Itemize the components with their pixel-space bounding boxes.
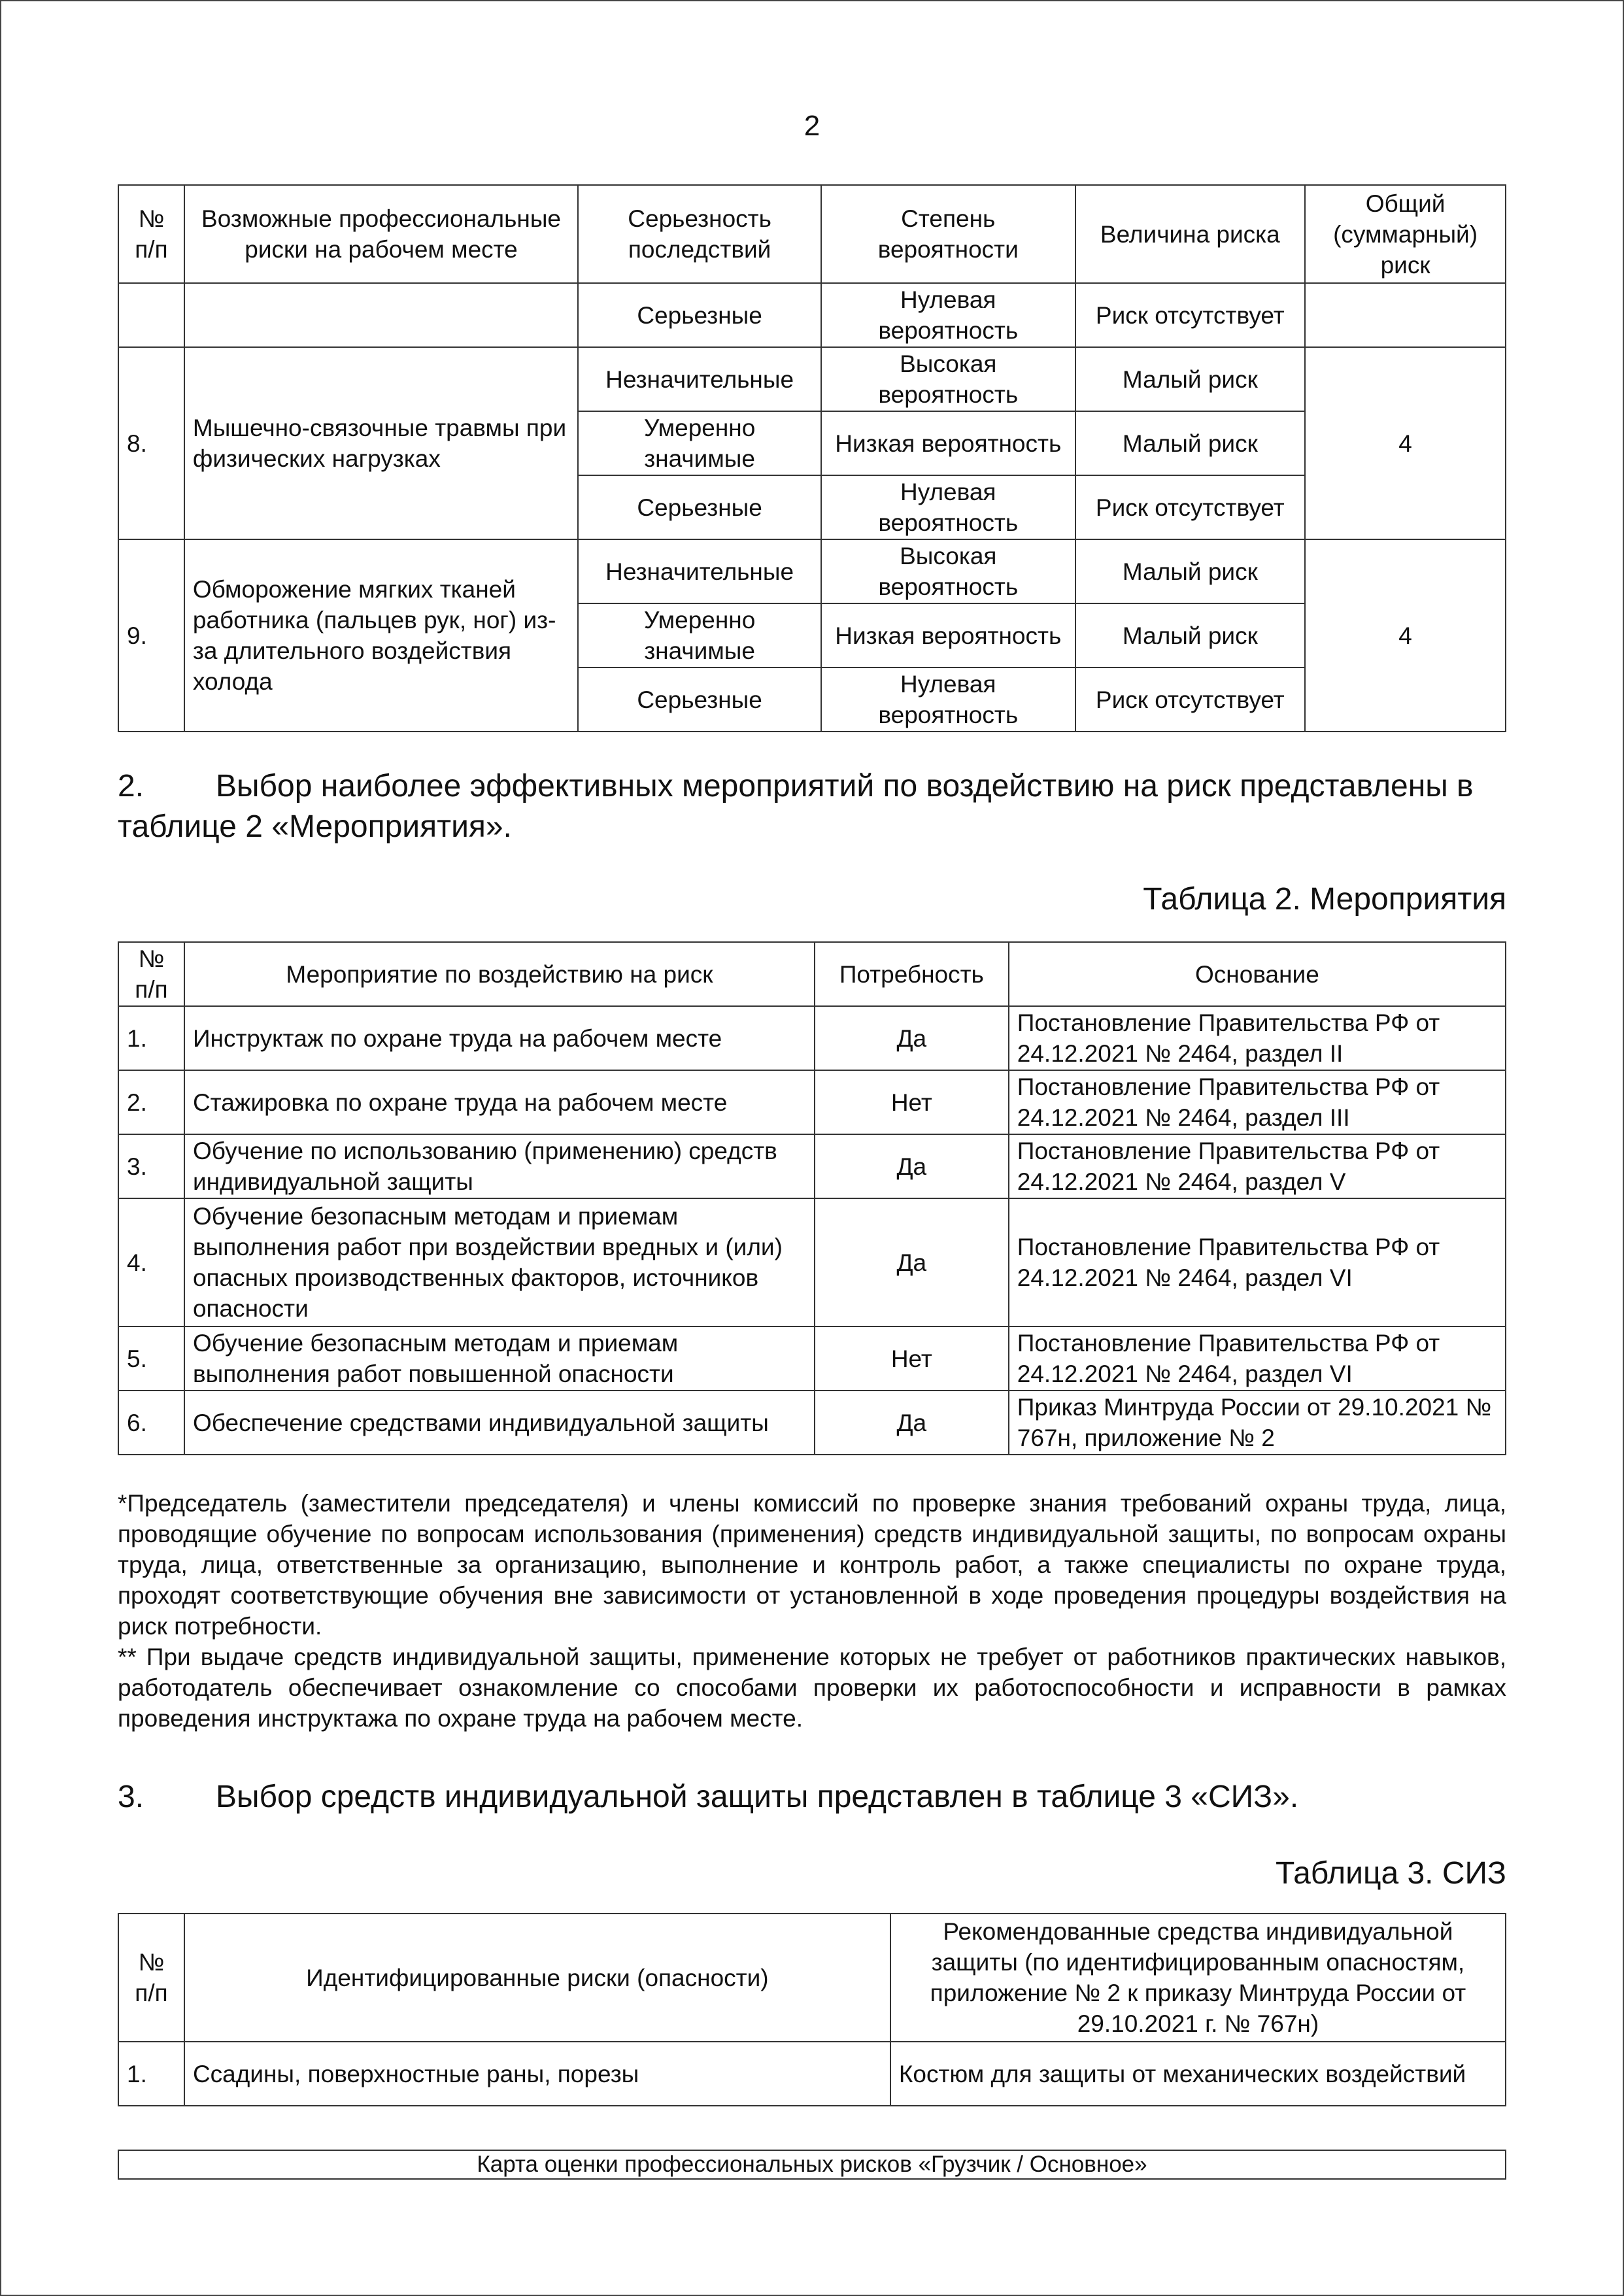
table-row: [118, 347, 1506, 411]
probability-cell: Низкая вероятность: [821, 603, 1075, 667]
magnitude-cell: Риск отсутствует: [1075, 475, 1306, 539]
table-row: [118, 539, 1506, 603]
header-cell: Общий (суммарный) риск: [1305, 185, 1506, 283]
row-number: 1.: [118, 2042, 184, 2106]
need-cell: Да: [815, 1198, 1009, 1326]
table-row: [118, 1070, 1506, 1134]
measure-cell: Обучение безопасным методам и приемам выполнения работ при воздействии вредных и (или) опасных производственных факторов, источников опасности: [184, 1198, 815, 1326]
table-row: [118, 1198, 1506, 1326]
row-number: 3.: [118, 1134, 184, 1198]
total-risk: 4: [1305, 539, 1506, 732]
total-risk: 4: [1305, 347, 1506, 539]
basis-cell: Постановление Правительства РФ от 24.12.2021 № 2464, раздел VI: [1009, 1326, 1506, 1391]
magnitude-cell: Малый риск: [1075, 347, 1306, 411]
row-number: 6.: [118, 1391, 184, 1455]
need-cell: Да: [815, 1391, 1009, 1455]
need-cell: Нет: [815, 1326, 1009, 1391]
header-cell: Мероприятие по воздействию на риск: [184, 942, 815, 1006]
header-cell: № п/п: [118, 185, 184, 283]
empty-cell: [1305, 283, 1506, 347]
table-row: [118, 1006, 1506, 1070]
header-cell: Величина риска: [1075, 185, 1306, 283]
probability-cell: Высокая вероятность: [821, 539, 1075, 603]
header-cell: Степень вероятности: [821, 185, 1075, 283]
measure-cell: Инструктаж по охране труда на рабочем месте: [184, 1006, 815, 1070]
footer: Карта оценки профессиональных рисков «Грузчик / Основное»: [118, 2150, 1506, 2180]
measure-cell: Стажировка по охране труда на рабочем месте: [184, 1070, 815, 1134]
header-cell: Рекомендованные средства индивидуальной защиты (по идентифицированным опасностям, приложение № 2 к приказу Минтруда России от 29.10.2021 г. № 767н): [890, 1914, 1506, 2042]
empty-cell: [184, 283, 578, 347]
footnotes: [118, 1488, 1506, 1734]
header-cell: Основание: [1009, 942, 1506, 1006]
table-row: [118, 1326, 1506, 1391]
page-number: 2: [804, 110, 820, 142]
section-number: 2.: [118, 769, 144, 803]
header-cell: Возможные профессиональные риски на рабочем месте: [184, 185, 578, 283]
basis-cell: Постановление Правительства РФ от 24.12.2021 № 2464, раздел V: [1009, 1134, 1506, 1198]
magnitude-cell: Малый риск: [1075, 539, 1306, 603]
row-number: 5.: [118, 1326, 184, 1391]
table-row: [118, 2042, 1506, 2106]
footnote-1: *Председатель (заместители председателя) и члены комиссий по проверке знания требований охраны труда, лица, проводящие обучение по вопросам использования (применения) средств индивидуальной защиты, по вопросам охраны труда, лица, ответственные за организацию, выполнение и контроль работ, а также специалисты по охране труда, проходят соответствующие обучения вне зависимости от установленной в ходе проведения процедуры воздействия на риск потребности.: [118, 1490, 1506, 1640]
table-2-caption: Таблица 2. Мероприятия: [1143, 882, 1506, 917]
basis-cell: Приказ Минтруда России от 29.10.2021 № 767н, приложение № 2: [1009, 1391, 1506, 1455]
magnitude-cell: Риск отсутствует: [1075, 283, 1306, 347]
header-cell: Серьезность последствий: [578, 185, 821, 283]
risk-name: Обморожение мягких тканей работника (пальцев рук, ног) из-за длительного воздействия холода: [184, 539, 578, 732]
probability-cell: Низкая вероятность: [821, 411, 1075, 475]
row-number: 8.: [118, 347, 184, 539]
magnitude-cell: Риск отсутствует: [1075, 667, 1306, 732]
measures-table: [118, 941, 1506, 1455]
ppe-cell: Костюм для защиты от механических воздействий: [890, 2042, 1506, 2106]
basis-cell: Постановление Правительства РФ от 24.12.2021 № 2464, раздел II: [1009, 1006, 1506, 1070]
measure-cell: Обучение по использованию (применению) средств индивидуальной защиты: [184, 1134, 815, 1198]
risk-table: [118, 184, 1506, 732]
severity-cell: Умеренно значимые: [578, 411, 821, 475]
magnitude-cell: Малый риск: [1075, 411, 1306, 475]
measure-cell: Обучение безопасным методам и приемам выполнения работ повышенной опасности: [184, 1326, 815, 1391]
need-cell: Да: [815, 1134, 1009, 1198]
severity-cell: Серьезные: [578, 667, 821, 732]
table-row: [118, 1134, 1506, 1198]
basis-cell: Постановление Правительства РФ от 24.12.2021 № 2464, раздел III: [1009, 1070, 1506, 1134]
risk-name: Мышечно-связочные травмы при физических нагрузках: [184, 347, 578, 539]
measure-cell: Обеспечение средствами индивидуальной защиты: [184, 1391, 815, 1455]
table-3-caption: Таблица 3. СИЗ: [1275, 1856, 1506, 1891]
table-row: [118, 1391, 1506, 1455]
section-text: Выбор средств индивидуальной защиты представлен в таблице 3 «СИЗ».: [216, 1780, 1299, 1814]
table-header-row: [118, 942, 1506, 1006]
empty-cell: [118, 283, 184, 347]
severity-cell: Серьезные: [578, 283, 821, 347]
row-number: 9.: [118, 539, 184, 732]
section-3-paragraph: [118, 1777, 1506, 1817]
header-cell: № п/п: [118, 942, 184, 1006]
table-header-row: [118, 185, 1506, 283]
ppe-table: [118, 1913, 1506, 2106]
need-cell: Да: [815, 1006, 1009, 1070]
header-cell: Потребность: [815, 942, 1009, 1006]
risk-cell: Ссадины, поверхностные раны, порезы: [184, 2042, 890, 2106]
section-2-paragraph: [118, 766, 1506, 847]
basis-cell: Постановление Правительства РФ от 24.12.2021 № 2464, раздел VI: [1009, 1198, 1506, 1326]
probability-cell: Нулевая вероятность: [821, 667, 1075, 732]
table-header-row: [118, 1914, 1506, 2042]
probability-cell: Высокая вероятность: [821, 347, 1075, 411]
probability-cell: Нулевая вероятность: [821, 283, 1075, 347]
row-number: 2.: [118, 1070, 184, 1134]
section-text: Выбор наиболее эффективных мероприятий по воздействию на риск представлены в таблице 2 «Мероприятия».: [118, 769, 1474, 844]
header-cell: Идентифицированные риски (опасности): [184, 1914, 890, 2042]
header-cell: № п/п: [118, 1914, 184, 2042]
need-cell: Нет: [815, 1070, 1009, 1134]
magnitude-cell: Малый риск: [1075, 603, 1306, 667]
row-number: 1.: [118, 1006, 184, 1070]
severity-cell: Незначительные: [578, 347, 821, 411]
table-row: [118, 283, 1506, 347]
severity-cell: Умеренно значимые: [578, 603, 821, 667]
section-number: 3.: [118, 1780, 144, 1814]
footnote-2: ** При выдаче средств индивидуальной защиты, применение которых не требует от работников практических навыков, работодатель обеспечивает ознакомление со способами проверки их работоспособности и исправности в рамках проведения инструктажа по охране труда на рабочем месте.: [118, 1644, 1506, 1732]
row-number: 4.: [118, 1198, 184, 1326]
severity-cell: Незначительные: [578, 539, 821, 603]
probability-cell: Нулевая вероятность: [821, 475, 1075, 539]
severity-cell: Серьезные: [578, 475, 821, 539]
